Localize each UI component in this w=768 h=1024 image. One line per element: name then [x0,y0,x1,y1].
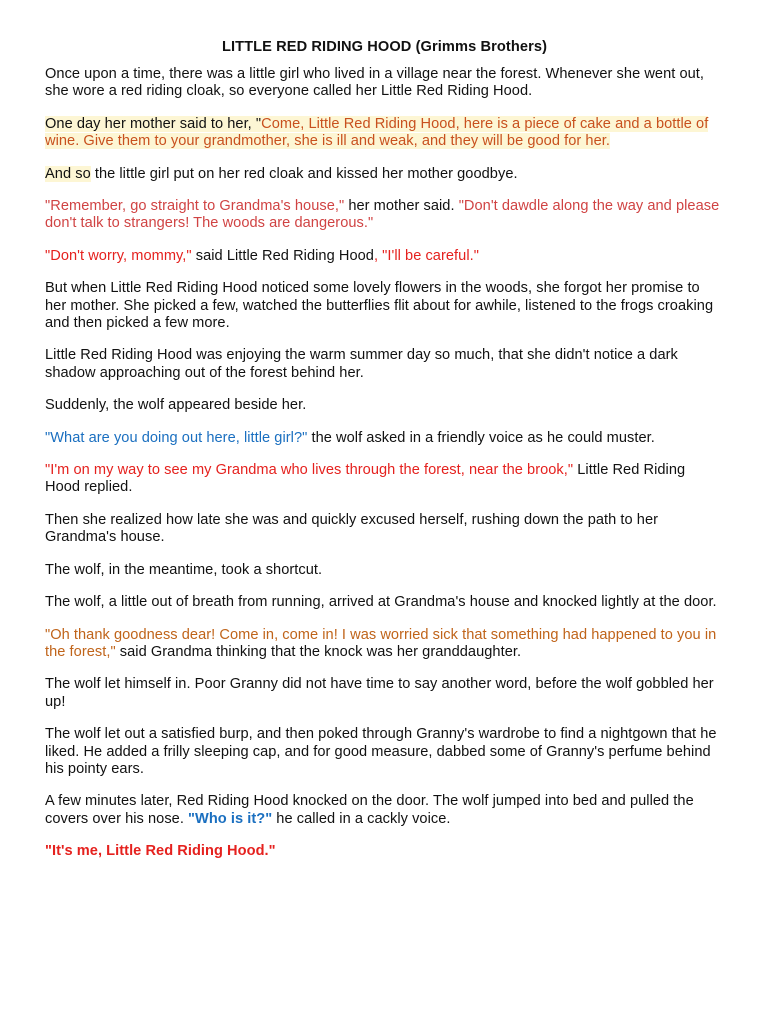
narration-text: The wolf, a little out of breath from running, arrived at Grandma's house and knocked lightly at the door. [45,594,717,611]
narration-text: One day her mother said to her, " [45,115,262,132]
story-body [45,66,724,860]
story-paragraph [45,248,724,265]
narration-text: But when Little Red Riding Hood noticed some lovely flowers in the woods, she forgot her promise to her mother. She picked a few, watched the butterflies flit about for awhile, listened to the frogs croaking and then picked a few more. [45,280,714,331]
story-paragraph [45,462,724,497]
story-paragraph [45,347,724,382]
dialogue-text: "Who is it?" [188,810,273,827]
narration-text: The wolf let himself in. Poor Granny did not have time to say another word, before the wolf gobbled her up! [45,676,714,710]
narration-text: Little Red Riding Hood was enjoying the warm summer day so much, that she didn't notice a dark shadow approaching out of the forest behind her. [45,347,678,381]
dialogue-text: , "I'll be careful." [373,247,479,264]
story-paragraph [45,166,724,183]
dialogue-text: "What are you doing out here, little girl?" [45,429,308,446]
story-paragraph [45,843,724,860]
dialogue-text: "It's me, Little Red Riding Hood." [45,843,276,860]
story-paragraph [45,562,724,579]
narration-text: Once upon a time, there was a little girl who lived in a village near the forest. Whenever she went out, she wore a red riding cloak, so everyone called her Little Red Riding Hood. [45,66,705,100]
story-paragraph [45,116,724,151]
narration-text: said Little Red Riding Hood [191,247,374,264]
story-paragraph [45,793,724,828]
story-paragraph [45,198,724,233]
narration-text: A few minutes later, Red Riding Hood knocked on the door. The wolf jumped into bed and pulled the covers over his nose. [45,793,694,827]
story-paragraph [45,512,724,547]
dialogue-text: "Remember, go straight to Grandma's house," [45,198,345,215]
narration-text: Suddenly, the wolf appeared beside her. [45,397,307,414]
narration-text: Little Red Riding Hood replied. [45,462,686,496]
narration-text: And so [45,165,91,182]
narration-text: said Grandma thinking that the knock was her granddaughter. [115,643,522,660]
story-paragraph [45,594,724,611]
story-paragraph [45,430,724,447]
dialogue-text: Come, Little Red Riding Hood, here is a piece of cake and a bottle of wine. Give them to your grandmother, she is ill and weak, and they will be good for her. [45,115,709,150]
story-paragraph [45,397,724,414]
story-paragraph [45,280,724,332]
story-paragraph [45,66,724,101]
dialogue-text: "Oh thank goodness dear! Come in, come in! I was worried sick that something had happened to you in the forest," [45,626,717,660]
story-paragraph [45,726,724,778]
story-paragraph [45,676,724,711]
dialogue-text: "I'm on my way to see my Grandma who lives through the forest, near the brook," [45,462,574,479]
narration-text: her mother said. [344,198,459,215]
narration-text: the little girl put on her red cloak and kissed her mother goodbye. [90,165,518,182]
narration-text: The wolf, in the meantime, took a shortcut. [45,561,323,578]
narration-text: the wolf asked in a friendly voice as he could muster. [307,429,655,446]
dialogue-text: "Don't worry, mommy," [45,247,192,264]
narration-text: Then she realized how late she was and quickly excused herself, rushing down the path to her Grandma's house. [45,511,659,546]
dialogue-text: "Don't dawdle along the way and please don't talk to strangers! The woods are dangerous." [45,198,720,232]
narration-text: he called in a cackly voice. [272,810,451,827]
story-title: LITTLE RED RIDING HOOD (Grimms Brothers) [221,39,548,55]
narration-text: The wolf let out a satisfied burp, and then poked through Granny's wardrobe to find a nightgown that he liked. He added a frilly sleeping cap, and for good measure, dabbed some of Granny's perfume behind his pointy ears. [45,726,717,777]
story-paragraph [45,627,724,662]
